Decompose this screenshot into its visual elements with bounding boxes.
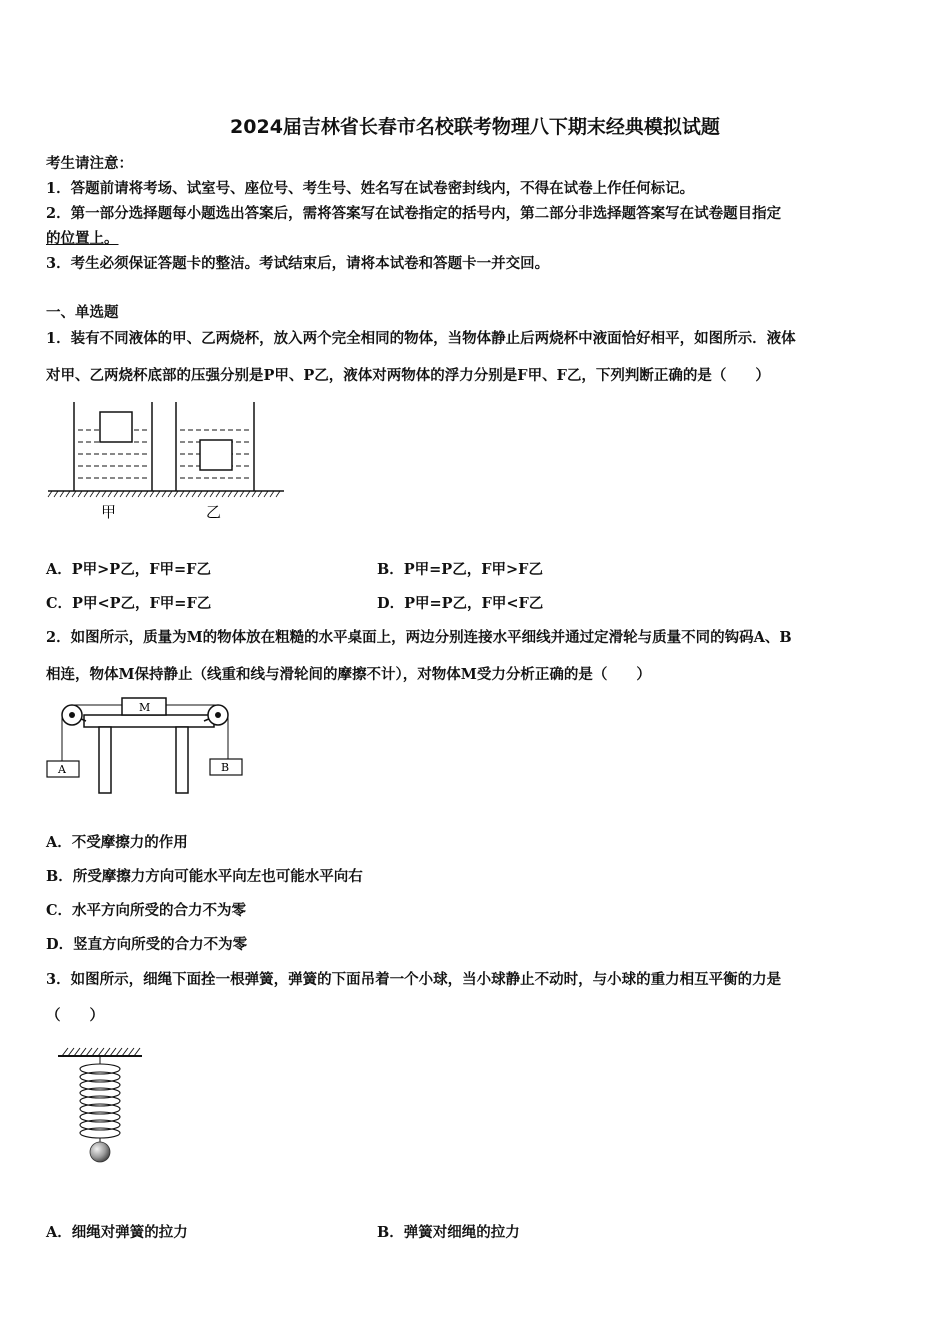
q3-option-b[interactable]: B．弹簧对细绳的拉力 xyxy=(377,1224,520,1241)
label-yi: 乙 xyxy=(206,503,222,521)
q3-option-a[interactable]: A．细绳对弹簧的拉力 xyxy=(46,1224,188,1241)
beaker-yi xyxy=(176,402,254,491)
q1-option-d[interactable]: D．P甲=P乙，F甲<F乙 xyxy=(377,595,544,612)
q2-option-c[interactable]: C．水平方向所受的合力不为零 xyxy=(46,902,247,919)
q3-stem-line-1: 3．如图所示，细绳下面拴一根弹簧，弹簧的下面吊着一个小球，当小球静止不动时，与小球的重力相互平衡的力是 xyxy=(46,971,782,988)
q1-option-c[interactable]: C．P甲<P乙，F甲=F乙 xyxy=(46,595,212,612)
label-jia: 甲 xyxy=(101,503,117,521)
q2-stem-line-2: 相连，物体M保持静止（线重和线与滑轮间的摩擦不计），对物体M受力分析正确的是（ ） xyxy=(46,666,651,683)
notice-item-2-line-1: 2．第一部分选择题每小题选出答案后，需将答案写在试卷指定的括号内，第二部分非选择题答案写在试卷题目指定 xyxy=(46,205,782,222)
q1-beakers-figure xyxy=(46,398,286,528)
beaker-jia xyxy=(74,402,152,491)
q2-option-b[interactable]: B．所受摩擦力方向可能水平向左也可能水平向右 xyxy=(46,868,363,885)
object-yi xyxy=(200,440,232,470)
weight-a-label: A xyxy=(58,763,66,776)
spring xyxy=(80,1064,120,1138)
block-m-label: M xyxy=(139,701,151,714)
page-title: 2024届吉林省长春市名校联考物理八下期末经典模拟试题 xyxy=(230,116,720,138)
ball xyxy=(90,1142,110,1162)
notice-item-3: 3．考生必须保证答题卡的整洁。考试结束后，请将本试卷和答题卡一并交回。 xyxy=(46,255,550,272)
q2-option-d[interactable]: D．竖直方向所受的合力不为零 xyxy=(46,936,248,953)
q3-stem-line-2: （ ） xyxy=(46,1007,104,1024)
q2-pulley-table-figure xyxy=(44,693,248,799)
q1-stem-line-2: 对甲、乙两烧杯底部的压强分别是P甲、P乙，液体对两物体的浮力分别是F甲、F乙，下列判断正确的是（ ） xyxy=(46,367,770,384)
section-heading: 一、单选题 xyxy=(46,304,119,321)
q3-spring-figure xyxy=(56,1044,146,1168)
weight-b-label: B xyxy=(221,761,230,774)
q2-stem-line-1: 2．如图所示，质量为M的物体放在粗糙的水平桌面上，两边分别连接水平细线并通过定滑轮与质量不同的钩码A、B xyxy=(46,629,792,646)
q1-stem-line-1: 1．装有不同液体的甲、乙两烧杯，放入两个完全相同的物体，当物体静止后两烧杯中液面恰好相平，如图所示．液体 xyxy=(46,330,796,347)
table-leg-right xyxy=(176,727,188,793)
q1-option-b[interactable]: B．P甲=P乙，F甲>F乙 xyxy=(377,561,543,578)
notice-item-1: 1．答题前请将考场、试室号、座位号、考生号、姓名写在试卷密封线内，不得在试卷上作任何标记。 xyxy=(46,180,695,197)
table-leg-left xyxy=(99,727,111,793)
q1-option-a[interactable]: A．P甲>P乙，F甲=F乙 xyxy=(46,561,211,578)
notice-heading: 考生请注意： xyxy=(46,155,133,172)
table-top xyxy=(84,715,214,727)
object-jia xyxy=(100,412,132,442)
q2-option-a[interactable]: A．不受摩擦力的作用 xyxy=(46,834,188,851)
notice-item-2-line-2: 的位置上。 xyxy=(46,230,119,247)
